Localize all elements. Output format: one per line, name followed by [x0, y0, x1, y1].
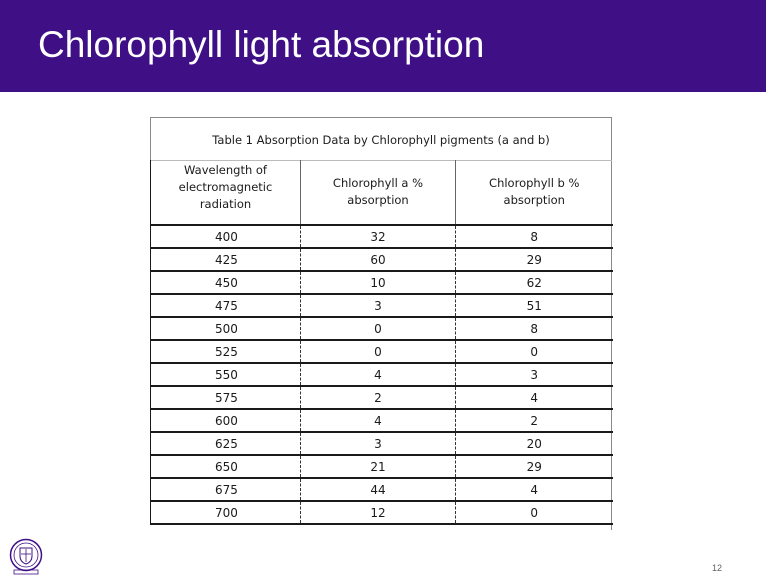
cell-chlorophyll-b: 20	[456, 432, 613, 455]
cell-chlorophyll-b: 8	[456, 225, 613, 248]
cell-wavelength: 700	[151, 501, 301, 524]
table-row	[151, 409, 613, 432]
cell-chlorophyll-b: 8	[456, 317, 613, 340]
header-line: absorption	[347, 193, 409, 207]
cell-chlorophyll-b: 4	[456, 386, 613, 409]
cell-chlorophyll-b: 29	[456, 248, 613, 271]
table-row	[151, 340, 613, 363]
cell-chlorophyll-a: 60	[301, 248, 456, 271]
cell-chlorophyll-a: 0	[301, 317, 456, 340]
table-row	[151, 225, 613, 248]
cell-wavelength: 575	[151, 386, 301, 409]
table-row	[151, 455, 613, 478]
cell-chlorophyll-a: 0	[301, 340, 456, 363]
title-bar	[0, 0, 766, 92]
cell-wavelength: 500	[151, 317, 301, 340]
cell-chlorophyll-a: 2	[301, 386, 456, 409]
cell-wavelength: 525	[151, 340, 301, 363]
header-line: Chlorophyll b %	[489, 176, 580, 190]
table-row	[151, 386, 613, 409]
cell-chlorophyll-b: 51	[456, 294, 613, 317]
table-row	[151, 432, 613, 455]
table-header-row	[151, 160, 613, 225]
header-chlorophyll-a	[301, 160, 456, 225]
cell-wavelength: 400	[151, 225, 301, 248]
header-line: absorption	[503, 193, 565, 207]
header-line: electromagnetic	[178, 180, 273, 194]
page-number: 12	[712, 563, 723, 573]
header-line: Chlorophyll a %	[332, 176, 424, 190]
cell-wavelength: 650	[151, 455, 301, 478]
university-seal-icon	[9, 538, 43, 576]
cell-chlorophyll-a: 44	[301, 478, 456, 501]
cell-chlorophyll-b: 0	[456, 501, 613, 524]
cell-chlorophyll-a: 32	[301, 225, 456, 248]
slide-title: Chlorophyll light absorption	[38, 24, 485, 65]
table-row	[151, 501, 613, 524]
cell-chlorophyll-b: 29	[456, 455, 613, 478]
table-caption: Table 1 Absorption Data by Chlorophyll pigments (a and b)	[212, 133, 550, 147]
cell-wavelength: 625	[151, 432, 301, 455]
cell-chlorophyll-a: 4	[301, 409, 456, 432]
cell-chlorophyll-b: 62	[456, 271, 613, 294]
table-row	[151, 363, 613, 386]
header-wavelength	[151, 160, 301, 225]
table-row	[151, 248, 613, 271]
cell-wavelength: 475	[151, 294, 301, 317]
cell-chlorophyll-a: 4	[301, 363, 456, 386]
absorption-table-image	[148, 116, 614, 530]
cell-wavelength: 425	[151, 248, 301, 271]
cell-chlorophyll-a: 3	[301, 294, 456, 317]
cell-wavelength: 450	[151, 271, 301, 294]
cell-chlorophyll-a: 10	[301, 271, 456, 294]
cell-chlorophyll-b: 0	[456, 340, 613, 363]
header-line: Wavelength of	[184, 163, 267, 177]
table-border-top	[150, 117, 612, 118]
cell-wavelength: 600	[151, 409, 301, 432]
cell-chlorophyll-a: 12	[301, 501, 456, 524]
header-chlorophyll-b	[456, 160, 613, 225]
cell-chlorophyll-a: 3	[301, 432, 456, 455]
table-row	[151, 478, 613, 501]
header-line: radiation	[199, 197, 252, 211]
cell-chlorophyll-b: 2	[456, 409, 613, 432]
table-row	[151, 294, 613, 317]
absorption-data-table	[150, 160, 613, 525]
cell-wavelength: 550	[151, 363, 301, 386]
table-row	[151, 271, 613, 294]
cell-chlorophyll-a: 21	[301, 455, 456, 478]
cell-chlorophyll-b: 4	[456, 478, 613, 501]
table-body	[151, 225, 613, 524]
table-row	[151, 317, 613, 340]
cell-wavelength: 675	[151, 478, 301, 501]
cell-chlorophyll-b: 3	[456, 363, 613, 386]
